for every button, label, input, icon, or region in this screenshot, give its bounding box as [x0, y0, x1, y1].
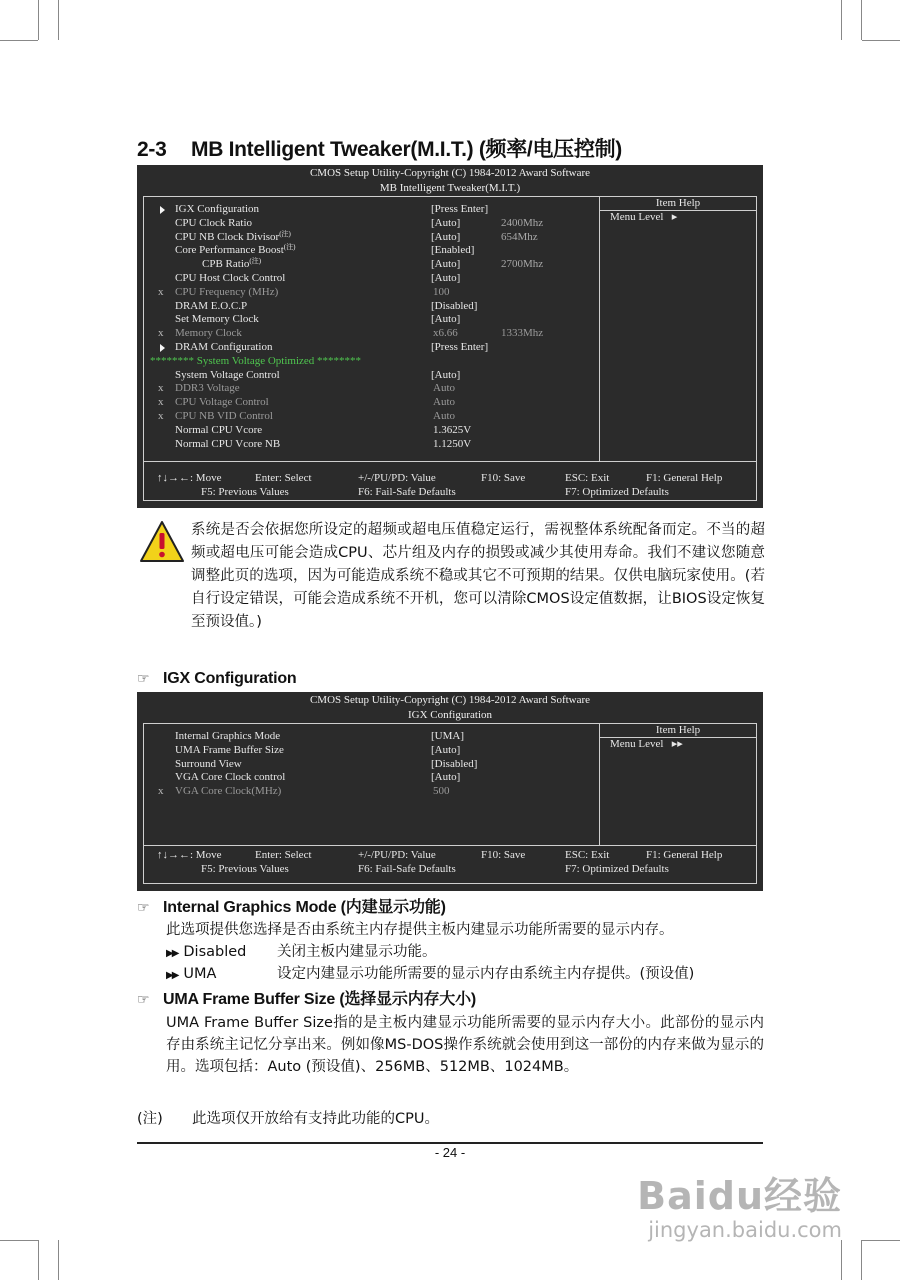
- setting-value: x6.66: [433, 327, 458, 340]
- setting-label: DRAM Configuration: [175, 341, 273, 353]
- key-previous-values: F5: Previous Values: [201, 863, 289, 875]
- setting-value[interactable]: 1.3625V: [433, 423, 472, 436]
- key-separator: [143, 845, 757, 846]
- setting-label: System Voltage Control: [175, 368, 280, 381]
- menu-level-arrow-icon: ▸▸: [671, 738, 683, 750]
- submenu-arrow-icon: [160, 206, 165, 214]
- bios-header-copyright: CMOS Setup Utility-Copyright (C) 1984-2012 Award Software: [309, 167, 591, 179]
- menu-level-arrow-icon: ▸: [671, 211, 678, 223]
- section-number: 2-3: [137, 138, 167, 161]
- setting-row[interactable]: [144, 340, 594, 354]
- setting-label: Memory Clock: [175, 327, 242, 340]
- setting-label: VGA Core Clock(MHz): [175, 785, 282, 798]
- setting-row[interactable]: [144, 743, 594, 757]
- setting-value[interactable]: [Auto]: [431, 230, 461, 243]
- igm-description: 此选项提供您选择是否由系统主内存提供主板内建显示功能所需要的显示内存。: [166, 922, 674, 938]
- key-previous-values: F5: Previous Values: [201, 486, 289, 498]
- watermark-url: jingyan.baidu.com: [648, 1218, 842, 1242]
- setting-row[interactable]: [144, 299, 594, 313]
- key-save: F10: Save: [481, 472, 526, 484]
- setting-row[interactable]: [144, 257, 594, 271]
- setting-value[interactable]: [Disabled]: [431, 299, 478, 312]
- crop-mark: [38, 1240, 39, 1280]
- setting-row: [144, 784, 594, 798]
- igx-heading-text: IGX Configuration: [163, 670, 297, 687]
- menu-level: [610, 211, 677, 224]
- setting-row[interactable]: [144, 202, 594, 216]
- section-title: MB Intelligent Tweaker(M.I.T.) (频率/电压控制): [191, 138, 622, 161]
- key-select: Enter: Select: [255, 472, 312, 484]
- setting-value: Auto: [433, 410, 455, 422]
- key-select: Enter: Select: [255, 849, 312, 861]
- footnote-marker: (注): [283, 243, 296, 252]
- setting-row[interactable]: [144, 437, 594, 451]
- footnote-marker: (注): [279, 229, 291, 238]
- key-fail-safe-defaults: F6: Fail-Safe Defaults: [358, 863, 456, 875]
- note-text: 此选项仅开放给有支持此功能的CPU。: [192, 1111, 439, 1127]
- setting-readout: 2700Mhz: [501, 258, 544, 271]
- page-number: - 24 -: [434, 1145, 466, 1160]
- crop-mark: [38, 0, 39, 40]
- setting-row[interactable]: [144, 230, 594, 244]
- setting-value[interactable]: [Enabled]: [431, 244, 475, 257]
- setting-row[interactable]: [144, 423, 594, 437]
- key-optimized-defaults: F7: Optimized Defaults: [565, 486, 669, 498]
- bullet-icon: ▶▶: [166, 970, 178, 981]
- setting-row: [144, 395, 594, 409]
- setting-row[interactable]: [144, 757, 594, 771]
- setting-readout: 2400Mhz: [501, 216, 544, 229]
- setting-row[interactable]: [144, 243, 594, 257]
- crop-mark: [58, 0, 59, 40]
- setting-label: Normal CPU Vcore NB: [175, 437, 281, 450]
- setting-value[interactable]: [Auto]: [431, 313, 461, 326]
- disabled-mark: x: [158, 410, 164, 422]
- setting-label: Set Memory Clock: [175, 313, 259, 326]
- item-help-panel: [599, 724, 756, 845]
- disabled-mark: x: [158, 382, 164, 395]
- key-optimized-defaults: F7: Optimized Defaults: [565, 863, 669, 875]
- footnote-marker: (注): [249, 257, 262, 266]
- menu-level-label: Menu Level: [610, 211, 664, 223]
- disabled-mark: x: [158, 396, 164, 409]
- submenu-arrow-icon: [160, 344, 165, 352]
- key-general-help: F1: General Help: [646, 472, 723, 484]
- crop-mark: [861, 1240, 862, 1280]
- key-exit: ESC: Exit: [565, 849, 610, 861]
- watermark: [637, 1165, 842, 1242]
- pointing-hand-icon: ☞: [137, 670, 150, 686]
- bios-header-title: IGX Configuration: [407, 709, 492, 721]
- note-label: (注): [137, 1111, 163, 1127]
- bullet-icon: ▶▶: [166, 948, 178, 959]
- setting-row: [144, 409, 594, 423]
- setting-value[interactable]: [Auto]: [431, 743, 461, 756]
- uma-heading: [137, 986, 476, 1009]
- setting-value: 500: [433, 785, 450, 798]
- item-help-title: Item Help: [600, 197, 756, 211]
- key-move: ↑↓→←: Move: [157, 472, 222, 484]
- setting-value[interactable]: [Disabled]: [431, 757, 478, 770]
- key-separator: [143, 461, 757, 462]
- bios-screen-mit: [137, 165, 763, 508]
- setting-row[interactable]: [144, 271, 594, 285]
- setting-label: IGX Configuration: [175, 203, 260, 215]
- option-description: 设定内建显示功能所需要的显示内存由系统主内存提供。(预设值): [277, 966, 695, 982]
- igm-heading: [137, 894, 446, 917]
- setting-value[interactable]: 1.1250V: [433, 437, 472, 450]
- crop-mark: [862, 1240, 900, 1241]
- key-value: +/-/PU/PD: Value: [358, 849, 436, 861]
- igm-heading-text: Internal Graphics Mode (内建显示功能): [163, 899, 446, 916]
- key-move: ↑↓→←: Move: [157, 849, 222, 861]
- setting-row[interactable]: [144, 216, 594, 230]
- warning-text: 系统是否会依据您所设定的超频或超电压值稳定运行，需视整体系统配备而定。不当的超频或超电压可能会造成CPU、芯片组及内存的损毁或减少其使用寿命。我们不建议您随意调整此页的选项，因为可能造成系统不稳或其它不可预期的结果。仅供电脑玩家使用。(若自行设定错误，可能会造成系统不开机，您可以清除CMOS设定值数据，让BIOS设定恢复至预设值。): [191, 522, 765, 630]
- option-uma: [166, 963, 695, 987]
- key-general-help: F1: General Help: [646, 849, 723, 861]
- setting-value[interactable]: [Auto]: [431, 272, 461, 284]
- setting-label: UMA Frame Buffer Size: [175, 743, 284, 756]
- disabled-mark: x: [158, 285, 164, 298]
- disabled-mark: x: [158, 785, 164, 798]
- setting-label: DDR3 Voltage: [175, 382, 240, 395]
- setting-label: VGA Core Clock control: [175, 771, 286, 784]
- setting-label: CPU Voltage Control: [175, 396, 269, 409]
- watermark-brand: Baidu经验: [637, 1174, 842, 1218]
- setting-value: 100: [433, 285, 450, 298]
- setting-label: ******** System Voltage Optimized ********: [150, 354, 362, 367]
- setting-label: Normal CPU Vcore: [175, 423, 263, 436]
- footer-rule: [137, 1142, 763, 1144]
- setting-value[interactable]: [Auto]: [431, 216, 461, 229]
- setting-value[interactable]: [Press Enter]: [431, 341, 489, 353]
- option-name: UMA: [183, 966, 217, 982]
- crop-mark: [58, 1240, 59, 1280]
- setting-readout: 654Mhz: [501, 230, 538, 243]
- setting-label: Internal Graphics Mode: [175, 730, 281, 742]
- setting-value[interactable]: [Auto]: [431, 258, 461, 271]
- menu-level: [610, 738, 683, 751]
- setting-label: CPU NB Clock Divisor$^{(注)}$: [175, 229, 291, 243]
- pointing-hand-icon: ☞: [137, 991, 150, 1007]
- crop-mark: [841, 1240, 842, 1280]
- crop-mark: [0, 1240, 38, 1241]
- setting-row[interactable]: [144, 729, 594, 743]
- setting-value[interactable]: [Press Enter]: [431, 203, 489, 215]
- setting-row[interactable]: [144, 312, 594, 326]
- key-save: F10: Save: [481, 849, 526, 861]
- setting-row: [144, 285, 594, 299]
- pointing-hand-icon: ☞: [137, 899, 150, 915]
- igx-heading: [137, 670, 296, 688]
- setting-label: CPU NB VID Control: [175, 410, 273, 422]
- crop-mark: [0, 40, 38, 41]
- setting-row[interactable]: [144, 770, 594, 784]
- setting-label: CPU Host Clock Control: [175, 272, 286, 284]
- setting-row: [144, 381, 594, 395]
- item-help-panel: [599, 197, 756, 461]
- setting-value: Auto: [433, 396, 455, 409]
- option-name: Disabled: [183, 944, 247, 960]
- section-heading: [137, 133, 622, 163]
- key-fail-safe-defaults: F6: Fail-Safe Defaults: [358, 486, 456, 498]
- bios-panel: [143, 196, 757, 501]
- bios-header-copyright: CMOS Setup Utility-Copyright (C) 1984-2012 Award Software: [309, 694, 591, 706]
- menu-level-label: Menu Level: [610, 738, 664, 750]
- setting-row[interactable]: [144, 354, 594, 368]
- crop-mark: [841, 0, 842, 40]
- setting-value[interactable]: [Auto]: [431, 368, 461, 381]
- item-help-title: Item Help: [600, 724, 756, 738]
- setting-label: CPU Frequency (MHz): [175, 285, 279, 298]
- disabled-mark: x: [158, 327, 164, 340]
- setting-value: Auto: [433, 382, 455, 395]
- key-exit: ESC: Exit: [565, 472, 610, 484]
- setting-row: [144, 326, 594, 340]
- setting-row[interactable]: [144, 368, 594, 382]
- bios-header-title: MB Intelligent Tweaker(M.I.T.): [379, 182, 521, 194]
- crop-mark: [862, 40, 900, 41]
- bios-screen-igx: [137, 692, 763, 891]
- setting-label: CPB Ratio$^{(注)}$: [202, 257, 262, 271]
- warning-triangle-icon: [140, 520, 184, 564]
- uma-description: UMA Frame Buffer Size指的是主板内建显示功能所需要的显示内存大小。此部份的显示内存由系统主记忆分享出来。例如像MS-DOS操作系统就会使用到这一部份的内存来做为显示的用。选项包括：Auto (预设值)、256MB、512MB、1024MB。: [166, 1015, 764, 1075]
- crop-mark: [861, 0, 862, 40]
- setting-readout: 1333Mhz: [501, 327, 544, 340]
- setting-label: CPU Clock Ratio: [175, 216, 253, 229]
- setting-label: Core Performance Boost$^{(注)}$: [175, 243, 296, 257]
- uma-heading-text: UMA Frame Buffer Size (选择显示内存大小): [163, 991, 477, 1008]
- setting-value[interactable]: [Auto]: [431, 771, 461, 784]
- setting-label: DRAM E.O.C.P: [175, 299, 248, 312]
- setting-label: Surround View: [175, 757, 242, 770]
- key-value: +/-/PU/PD: Value: [358, 472, 436, 484]
- option-disabled: [166, 941, 437, 965]
- option-description: 关闭主板内建显示功能。: [277, 944, 437, 960]
- setting-value[interactable]: [UMA]: [431, 730, 464, 742]
